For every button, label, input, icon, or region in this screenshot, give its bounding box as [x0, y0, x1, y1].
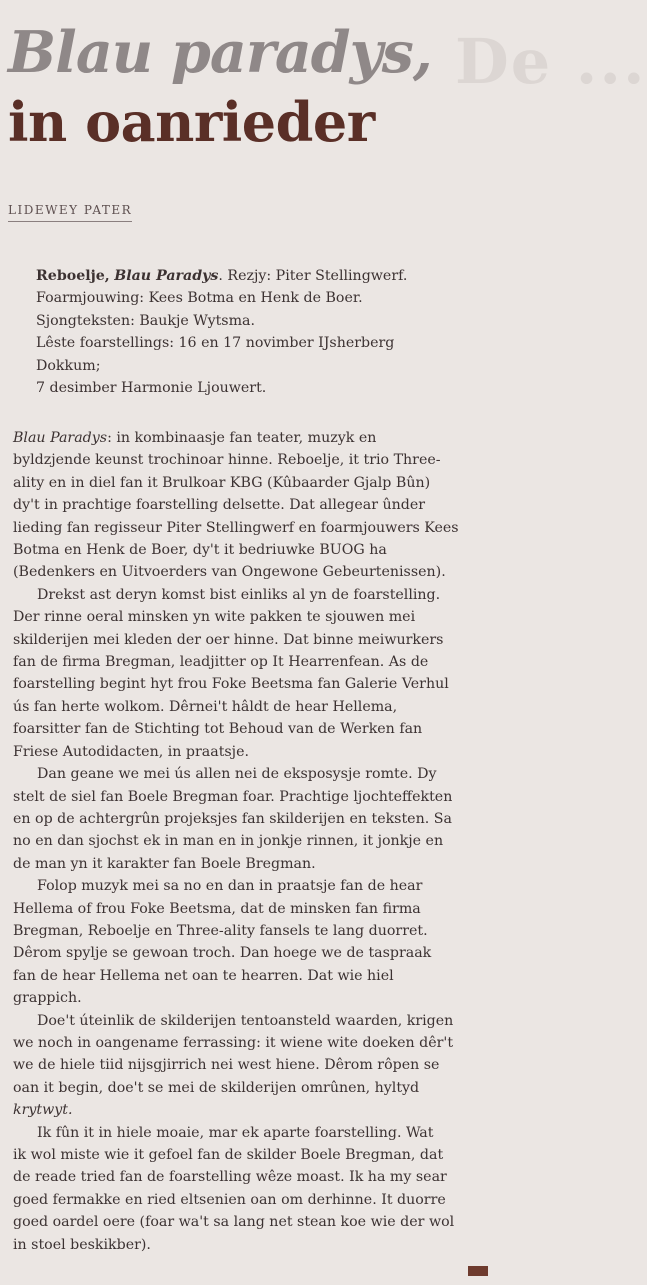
article-line: Folop muzyk mei sa no en dan in praatsje fan de hear	[37, 878, 423, 895]
headline-line-2: in oanrieder	[8, 90, 375, 154]
article-line: Doe't úteinlik de skilderijen tentoansteld waarden, krigen	[37, 1012, 454, 1029]
article-body	[13, 427, 498, 1256]
article-line: en op de achtergrûn projeksjes fan skilderijen en teksten. Sa	[13, 810, 452, 827]
headline-line-1: Blau paradys,	[8, 19, 432, 86]
article-line: ik wol miste wie it gefoel fan de skilder Boele Bregman, dat	[13, 1147, 444, 1163]
article-line: goed fermakke en ried eltsenien oan om derhinne. It duorre	[13, 1191, 446, 1208]
info-line: Dokkum;	[36, 357, 101, 374]
article-line: Dêrom spylje se gewoan troch. Dan hoege we de taspraak	[13, 945, 432, 962]
company-name: Reboelje,	[36, 268, 110, 284]
article-line: we de hiele tiid nijsgjirrich nei west hiene. Dêrom rôpen se	[13, 1057, 440, 1074]
article-line: foarsitter fan de Stichting tot Behoud van de Werken fan	[13, 721, 423, 738]
article-line: stelt de siel fan Boele Bregman foar. Prachtige ljochteffekten	[13, 788, 453, 805]
article-line: Ik fûn it in hiele moaie, mar ek aparte foarstelling. Wat	[37, 1124, 434, 1141]
article-line: lieding fan regisseur Piter Stellingwerf en foarmjouwers Kees	[13, 519, 459, 536]
production-info-box	[36, 265, 496, 399]
production-title: Blau Paradys	[114, 268, 219, 284]
article-line: byldzjende keunst trochinoar hinne. Reboelje, it trio Three-	[13, 452, 441, 469]
article-line: grappich.	[13, 990, 82, 1007]
info-line	[36, 265, 496, 287]
article-line: foarstelling begint hyt frou Foke Beetsma fan Galerie Verhul	[13, 676, 449, 693]
article-line: oan it begin, doe't se mei de skilderijen omrûnen, hyltyd	[13, 1079, 420, 1096]
article-line: in stoel beskikber).	[13, 1236, 151, 1253]
article-line	[13, 1099, 498, 1121]
article-line: ality en in diel fan it Brulkoar KBG (Kûbaarder Gjalp Bûn)	[13, 474, 431, 491]
info-line: Foarmjouwing: Kees Botma en Henk de Boer.	[36, 290, 363, 307]
article-line: de man yn it karakter fan Boele Bregman.	[13, 855, 316, 872]
article-line: Der rinne oeral minsken yn wite pakken te sjouwen mei	[13, 609, 416, 626]
article-line: Botma en Henk de Boer, dy't it bedriuwke BUOG ha	[13, 542, 387, 559]
info-text: . Rezjy: Piter Stellingwerf.	[218, 268, 408, 284]
background-echo-text: De ...	[455, 25, 647, 98]
article-line: we noch in oangename ferrassing: it wiene wite doeken dêr't	[13, 1034, 454, 1051]
article-line: fan de firma Bregman, leadjitter op It Hearrenfean. As de	[13, 654, 429, 671]
article-line: ús fan herte wolkom. Dêrnei't hâldt de hear Hellema,	[13, 698, 398, 715]
article-line: Dan geane we mei ús allen nei de eksposysje romte. Dy	[37, 766, 437, 783]
article-line: Drekst ast deryn komst bist einliks al yn de foarstelling.	[37, 586, 441, 603]
italic-word: krytwyt.	[13, 1102, 73, 1119]
info-line: Lêste foarstellings: 16 en 17 novimber IJsherberg	[36, 335, 395, 352]
article-line: Friese Autodidacten, in praatsje.	[13, 743, 249, 760]
article-line: no en dan sjochst ek in man en in jonkje rinnen, it jonkje en	[13, 833, 444, 850]
article-line: de reade tried fan de foarstelling wêze moast. Ik ha my sear	[13, 1169, 447, 1186]
end-of-article-mark	[468, 1266, 488, 1276]
production-title-inline: Blau Paradys	[13, 430, 108, 446]
article-line: Blau Paradys: in kombinaasje fan teater, muzyk en	[13, 430, 377, 446]
article-line: Bregman, Reboelje en Three-ality fansels te lang duorret.	[13, 922, 428, 939]
article-line: goed oardel oere (foar wa't sa lang net stean koe wie der wol	[13, 1214, 455, 1231]
article-line: fan de hear Hellema net oan te hearren. Dat wie hiel	[13, 967, 394, 984]
info-line: Sjongteksten: Baukje Wytsma.	[36, 312, 255, 329]
article-line: dy't in prachtige foarstelling delsette. Dat allegear ûnder	[13, 497, 426, 514]
article-line: Hellema of frou Foke Beetsma, dat de minsken fan firma	[13, 900, 421, 917]
article-line: skilderijen mei kleden der oer hinne. Dat binne meiwurkers	[13, 631, 444, 648]
author-byline: LIDEWEY PATER	[8, 202, 132, 222]
info-line: 7 desimber Harmonie Ljouwert.	[36, 380, 267, 397]
article-line: (Bedenkers en Uitvoerders van Ongewone Gebeurtenissen).	[13, 564, 446, 581]
